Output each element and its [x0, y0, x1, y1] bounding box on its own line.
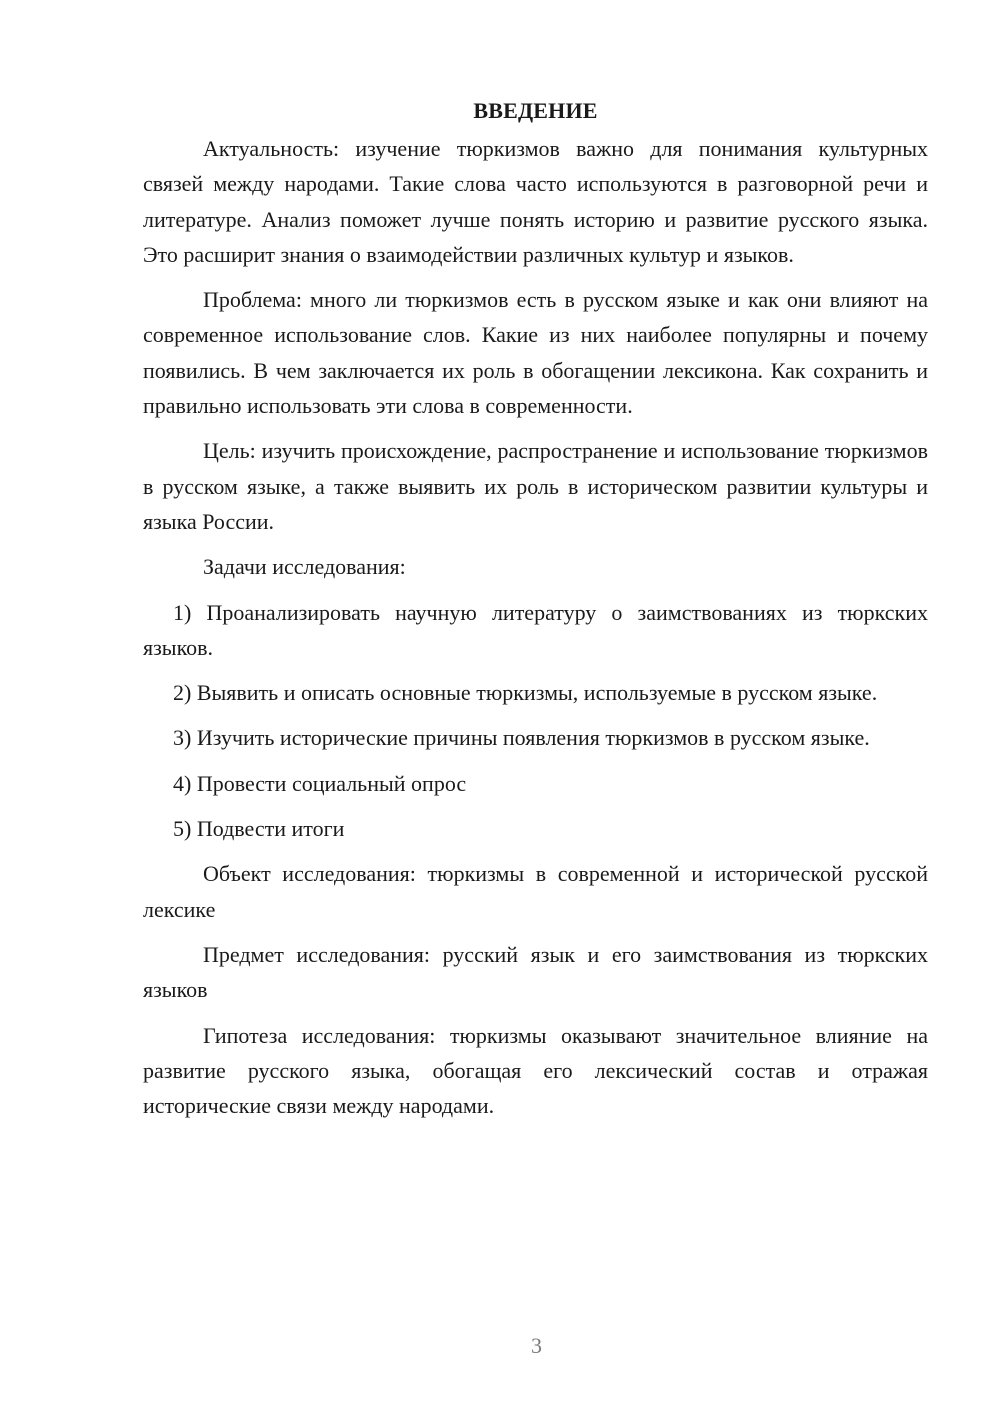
task-item-2: 2) Выявить и описать основные тюркизмы, используемые в русском языке.	[173, 680, 878, 706]
task-item-3: 3) Изучить исторические причины появления тюркизмов в русском языке.	[173, 725, 870, 751]
page-content	[143, 93, 928, 1133]
task-item-4: 4) Провести социальный опрос	[173, 770, 467, 796]
goal-paragraph: Цель: изучить происхождение, распространение и использование тюркизмов в русском языке, а также выявить их роль в историческом развитии культуры и языка России.	[143, 438, 928, 534]
task-item-1: 1) Проанализировать научную литературу о заимствованиях из тюркских языков.	[143, 599, 928, 660]
task-item-5: 5) Подвести итоги	[173, 816, 345, 842]
tasks-label: Задачи исследования:	[203, 554, 406, 580]
problem-paragraph: Проблема: много ли тюркизмов есть в русском языке и как они влияют на современное использование слов. Какие из них наиболее популярны и почему появились. В чем заключается их роль в обогащении лексикона. Как сохранить и правильно использовать эти слова в современности.	[143, 287, 928, 419]
hypothesis-paragraph: Гипотеза исследования: тюркизмы оказывают значительное влияние на развитие русского языка, обогащая его лексический состав и отражая исторические связи между народами.	[143, 1022, 928, 1119]
section-heading: ВВЕДЕНИЕ	[473, 98, 598, 123]
page-number: 3	[531, 1333, 542, 1358]
subject-paragraph: Предмет исследования: русский язык и его заимствования из тюркских языков	[143, 941, 928, 1003]
relevance-paragraph: Актуальность: изучение тюркизмов важно для понимания культурных связей между народами. Такие слова часто используются в разговорной речи и литературе. Анализ поможет лучше понять историю и развитие русского языка. Это расширит знания о взаимодействии различных культур и языков.	[143, 136, 928, 267]
object-paragraph: Объект исследования: тюркизмы в современной и исторической русской лексике	[143, 861, 928, 922]
